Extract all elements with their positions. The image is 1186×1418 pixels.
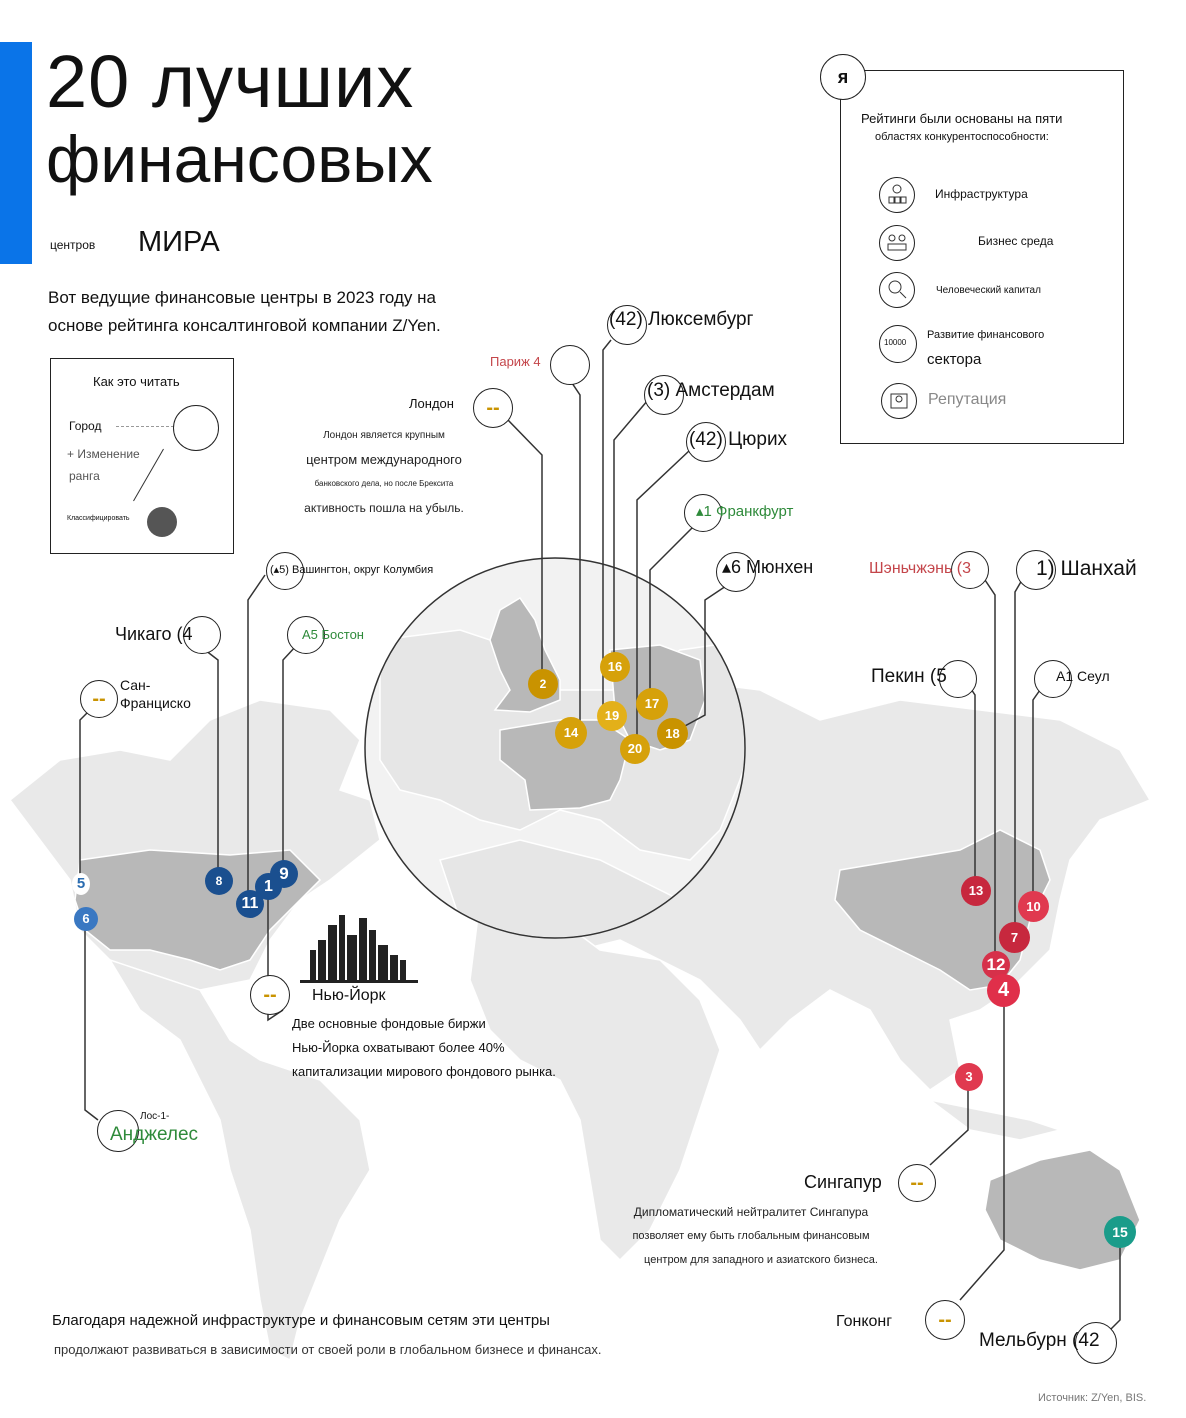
rank-change-london: -- bbox=[473, 388, 513, 428]
pin-amsterdam[interactable]: 16 bbox=[600, 652, 630, 682]
label-chicago: Чикаго (4 bbox=[115, 624, 193, 644]
footer-line-2: продолжают развиваться в зависимости от своей роли в глобальном бизнесе и финансах. bbox=[54, 1342, 602, 1357]
note-singapore bbox=[606, 1200, 896, 1272]
label-newyork: Нью-Йорк bbox=[312, 987, 386, 1004]
info-line: областях конкурентоспособности: bbox=[875, 131, 1049, 143]
note-line: центром для западного и азиатского бизнеса. bbox=[644, 1254, 878, 1266]
pin-washington[interactable]: 11 bbox=[236, 890, 264, 918]
infrastructure-icon bbox=[879, 177, 915, 213]
pin-seoul[interactable]: 10 bbox=[1018, 891, 1049, 922]
intro-line: Вот ведущие финансовые центры в 2023 году на bbox=[48, 288, 436, 307]
pin-hongkong[interactable]: 4 bbox=[987, 974, 1020, 1007]
label-hongkong: Гонконг bbox=[836, 1313, 893, 1330]
area-label: сектора bbox=[927, 351, 982, 368]
area-label: Развитие финансового bbox=[927, 329, 1045, 341]
legend-dash bbox=[116, 426, 174, 427]
label-boston: А5 Бостон bbox=[302, 627, 364, 642]
legend-classified: Классифицировать bbox=[67, 515, 130, 522]
pin-newyork[interactable]: 1 bbox=[255, 873, 282, 900]
area-label: Человеческий капитал bbox=[936, 285, 1041, 296]
accent-bar bbox=[0, 42, 32, 264]
note-line: банковского дела, но после Брексита bbox=[314, 479, 454, 488]
pin-la[interactable]: 6 bbox=[74, 907, 98, 931]
legend-city: Город bbox=[69, 419, 102, 433]
pin-luxembourg[interactable]: 19 bbox=[597, 701, 627, 731]
label-frankfurt: ▴1 Франкфурт bbox=[696, 503, 794, 520]
pin-shenzhen[interactable]: 12 bbox=[982, 951, 1010, 979]
page-title: 20 лучших bbox=[46, 40, 415, 123]
note-line: капитализации мирового фондового рынка. bbox=[292, 1064, 556, 1079]
pin-shanghai[interactable]: 7 bbox=[999, 922, 1030, 953]
label-zurich: (42) Цюрих bbox=[689, 429, 788, 450]
area-label: Инфраструктура bbox=[935, 187, 1028, 201]
pin-munich[interactable]: 18 bbox=[657, 718, 688, 749]
label-paris: Париж 4 bbox=[490, 354, 541, 369]
note-london bbox=[284, 424, 484, 520]
note-line: центром международного bbox=[306, 452, 462, 467]
pin-boston[interactable]: 9 bbox=[270, 860, 298, 888]
label-la: Анджелес bbox=[110, 1124, 199, 1145]
info-badge: я bbox=[820, 54, 866, 100]
pin-beijing[interactable]: 13 bbox=[961, 876, 991, 906]
rank-change-newyork: -- bbox=[250, 975, 290, 1015]
label-munich: ▴6 Мюнхен bbox=[722, 557, 814, 577]
money-label: 10000 bbox=[884, 338, 907, 347]
title-small: центров bbox=[50, 238, 96, 252]
label-shanghai: 1) Шанхай bbox=[1036, 557, 1137, 580]
pin-singapore[interactable]: 3 bbox=[955, 1063, 983, 1091]
title-big: МИРА bbox=[138, 226, 220, 258]
pin-sf[interactable]: 5 bbox=[72, 873, 90, 895]
label-seoul: А1 Сеул bbox=[1056, 668, 1110, 684]
label-amsterdam: (3) Амстердам bbox=[647, 380, 775, 401]
rank-change-singapore: -- bbox=[898, 1164, 936, 1202]
label-washington: (▴5) Вашингтон, округ Колумбия bbox=[270, 564, 434, 576]
rank-change-hongkong: -- bbox=[925, 1300, 965, 1340]
how-to-read-legend bbox=[50, 358, 234, 554]
label-shenzhen: Шэньчжэнь (3 bbox=[869, 560, 971, 577]
note-line: Лондон является крупным bbox=[323, 430, 445, 441]
label-luxembourg: (42) Люксембург bbox=[609, 309, 754, 330]
note-line: Дипломатический нейтралитет Сингапура bbox=[633, 1205, 869, 1219]
label-la-small: Лос-1- bbox=[140, 1111, 170, 1122]
human-capital-icon bbox=[879, 272, 915, 308]
legend-rank-change: + Изменение bbox=[67, 447, 140, 461]
legend-title: Как это читать bbox=[93, 374, 180, 389]
note-line: активность пошла на убыль. bbox=[304, 501, 464, 515]
page-title-line2: финансовых bbox=[46, 122, 433, 196]
reputation-icon bbox=[881, 383, 917, 419]
label-beijing: Пекин (5 bbox=[871, 666, 947, 687]
info-line: Рейтинги были основаны на пяти bbox=[861, 111, 1063, 126]
pin-zurich[interactable]: 20 bbox=[620, 734, 650, 764]
pin-chicago[interactable]: 8 bbox=[205, 867, 233, 895]
note-newyork bbox=[292, 1012, 556, 1084]
label-melbourne: Мельбурн (42 bbox=[979, 1330, 1100, 1351]
pin-melbourne[interactable]: 15 bbox=[1104, 1216, 1136, 1248]
new-york-skyline-icon bbox=[300, 915, 418, 983]
label-singapore: Сингапур bbox=[804, 1172, 882, 1192]
area-label: Репутация bbox=[928, 391, 1007, 408]
label-sf-2: Франциско bbox=[120, 695, 191, 711]
label-london: Лондон bbox=[409, 396, 454, 411]
intro-line: основе рейтинга консалтинговой компании Z/Yen. bbox=[48, 316, 441, 335]
financial-development-icon bbox=[879, 325, 917, 363]
legend-dot bbox=[147, 507, 177, 537]
callout-circle-paris bbox=[550, 345, 590, 385]
business-environment-icon bbox=[879, 225, 915, 261]
area-label: Бизнес среда bbox=[978, 234, 1054, 248]
intro-text bbox=[48, 284, 518, 340]
label-sf-1: Сан- bbox=[120, 677, 151, 693]
rank-change-sf: -- bbox=[80, 680, 118, 718]
legend-rank: ранга bbox=[69, 469, 100, 483]
legend-circle bbox=[173, 405, 219, 451]
note-line: Две основные фондовые биржи bbox=[292, 1016, 486, 1031]
pin-paris[interactable]: 14 bbox=[555, 717, 587, 749]
info-box bbox=[840, 70, 1124, 444]
pin-frankfurt[interactable]: 17 bbox=[636, 688, 668, 720]
footer-line-1: Благодаря надежной инфраструктуре и финансовым сетям эти центры bbox=[52, 1312, 550, 1329]
pin-london[interactable]: 2 bbox=[528, 669, 558, 699]
source-note: Источник: Z/Yen, BIS. bbox=[1038, 1392, 1147, 1404]
note-line: позволяет ему быть глобальным финансовым bbox=[632, 1230, 870, 1242]
note-line: Нью-Йорка охватывают более 40% bbox=[292, 1040, 505, 1055]
